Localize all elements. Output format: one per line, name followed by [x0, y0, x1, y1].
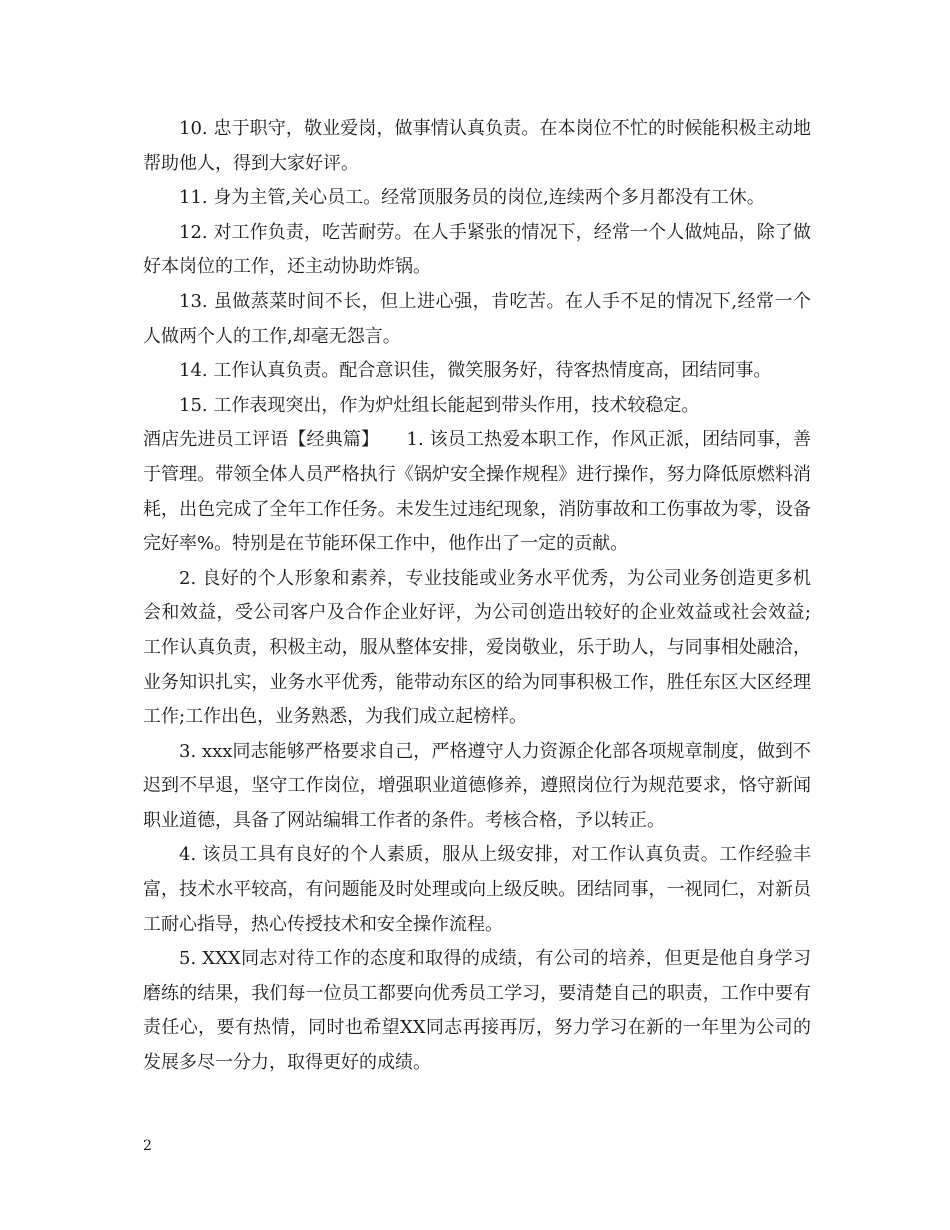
- paragraph-item-15: 15. 工作表现突出，作为炉灶组长能起到带头作用，技术较稳定。: [179, 394, 700, 416]
- paragraph-item-13: 13. 虽做蒸菜时间不长，但上进心强，肯吃苦。在人手不足的情况下,经常一个人做两个人的工作,却毫无怨言。: [143, 290, 811, 347]
- paragraph-item-14: 14. 工作认真负责。配合意识佳，微笑服务好，待客热情度高，团结同事。: [179, 360, 772, 382]
- paragraph-item-12: 12. 对工作负责，吃苦耐劳。在人手紧张的情况下，经常一个人做炖品，除了做好本岗位的工作，还主动协助炸锅。: [143, 221, 811, 278]
- paragraph-item-2: 2. 良好的个人形象和素养，专业技能或业务水平优秀，为公司业务创造更多机会和效益，受公司客户及合作企业好评，为公司创造出较好的企业效益或社会效益;工作认真负责，积极主动，服从整体安排，爱岗敬业，乐于助人，与同事相处融洽，业务知识扎实，业务水平优秀，能带动东区的给为同事积极工作，胜任东区大区经理工作;工作出色，业务熟悉，为我们成立起榜样。: [143, 567, 811, 728]
- paragraph-item-5: 5. XXX同志对待工作的态度和取得的成绩，有公司的培养，但更是他自身学习磨练的结果，我们每一位员工都要向优秀员工学习，要清楚自己的职责，工作中要有责任心，要有热情，同时也希望XX同志再接再厉，努力学习在新的一年里为公司的发展多尽一分力，取得更好的成绩。: [143, 948, 811, 1074]
- paragraph-item-11: 11. 身为主管,关心员工。经常顶服务员的岗位,连续两个多月都没有工休。: [179, 187, 765, 209]
- section-heading-paragraph: 酒店先进员工评语【经典篇】 1. 该员工热爱本职工作，作风正派，团结同事，善于管理。带领全体人员严格执行《锅炉安全操作规程》进行操作，努力降低原燃料消耗，出色完成了全年工作任务。未发生过违纪现象，消防事故和工伤事故为零，设备完好率%。特别是在节能环保工作中，他作出了一定的贡献。: [143, 429, 811, 555]
- paragraph-item-10: 10. 忠于职守，敬业爱岗，做事情认真负责。在本岗位不忙的时候能积极主动地帮助他人，得到大家好评。: [143, 118, 811, 174]
- paragraph-item-3: 3. xxx同志能够严格要求自己，严格遵守人力资源企化部各项规章制度，做到不迟到不早退，坚守工作岗位，增强职业道德修养，遵照岗位行为规范要求，恪守新闻职业道德，具备了网站编辑工作者的条件。考核合格，予以转正。: [143, 740, 811, 831]
- page-number: 2: [143, 1138, 152, 1154]
- document-body: [143, 112, 811, 1081]
- paragraph-item-4: 4. 该员工具有良好的个人素质，服从上级安排，对工作认真负责。工作经验丰富，技术水平较高，有问题能及时处理或向上级反映。团结同事，一视同仁，对新员工耐心指导，热心传授技术和安全操作流程。: [143, 844, 811, 935]
